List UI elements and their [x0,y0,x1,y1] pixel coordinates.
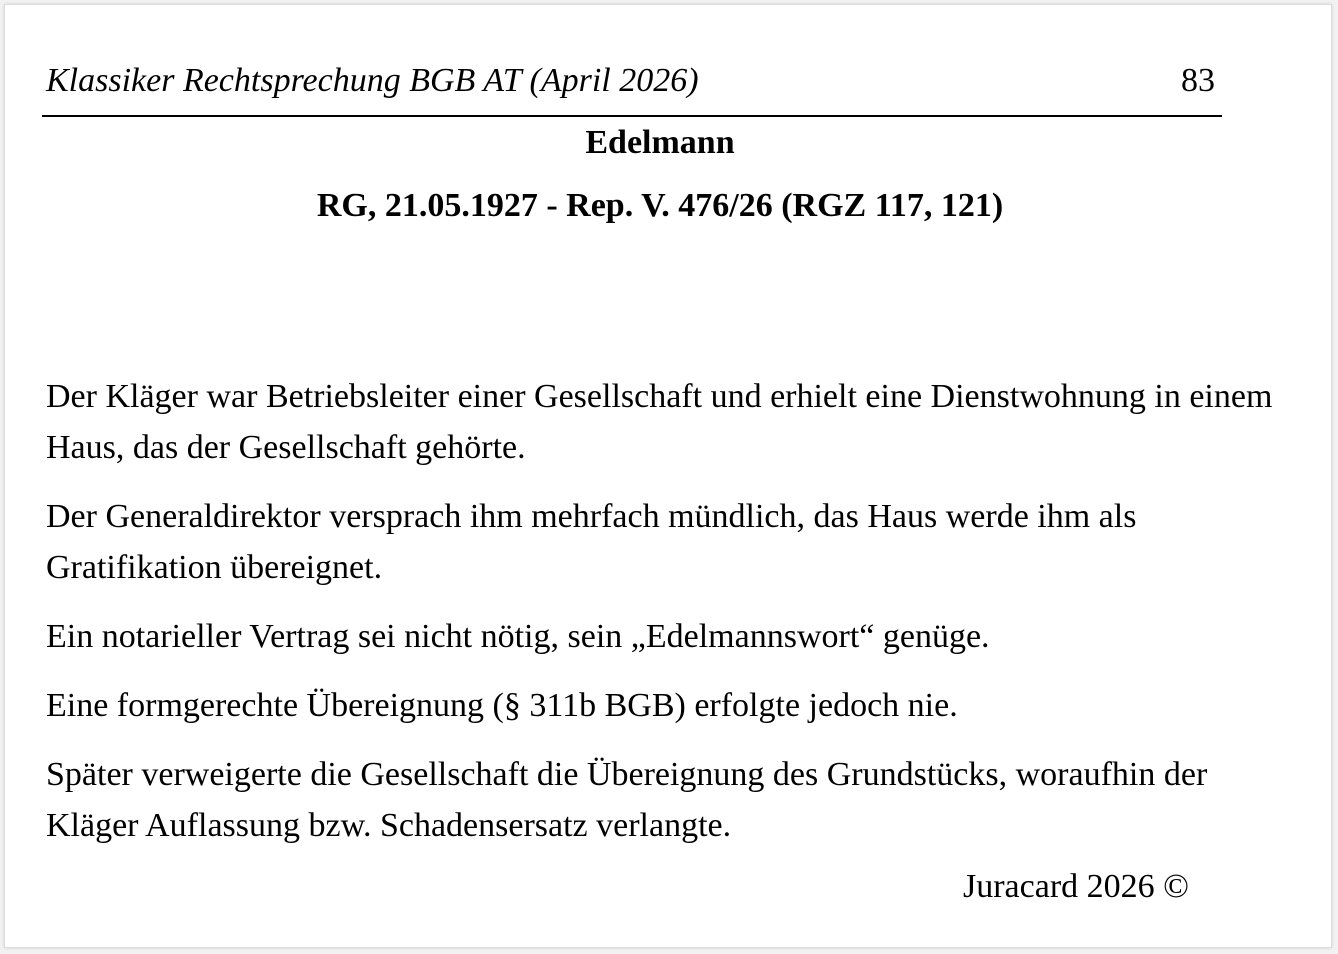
document-card [4,4,1332,948]
paragraph: Der Kläger war Betriebsleiter einer Gesellschaft und erhielt eine Dienstwohnung in einem Haus, das der Gesellschaft gehörte. [46,378,1273,466]
paragraph: Der Generaldirektor versprach ihm mehrfach mündlich, das Haus werde ihm als Gratifikation übereignet. [46,498,1137,586]
paragraph: Eine formgerechte Übereignung (§ 311b BGB) erfolgte jedoch nie. [46,687,958,724]
case-citation: RG, 21.05.1927 - Rep. V. 476/26 (RGZ 117, 121) [316,187,1004,224]
header-divider [42,115,1222,117]
page-number: 83 [1181,62,1215,99]
case-name: Edelmann [585,124,735,161]
copyright-notice: Juracard 2026 © [963,868,1189,905]
paragraph: Ein notarieller Vertrag sei nicht nötig, sein „Edelmannswort“ genüge. [46,618,990,655]
paragraph: Später verweigerte die Gesellschaft die Übereignung des Grundstücks, woraufhin der Kläger Auflassung bzw. Schadensersatz verlangte. [46,756,1208,844]
case-facts [46,371,1286,869]
running-header-title: Klassiker Rechtsprechung BGB AT (April 2026) [46,62,699,99]
